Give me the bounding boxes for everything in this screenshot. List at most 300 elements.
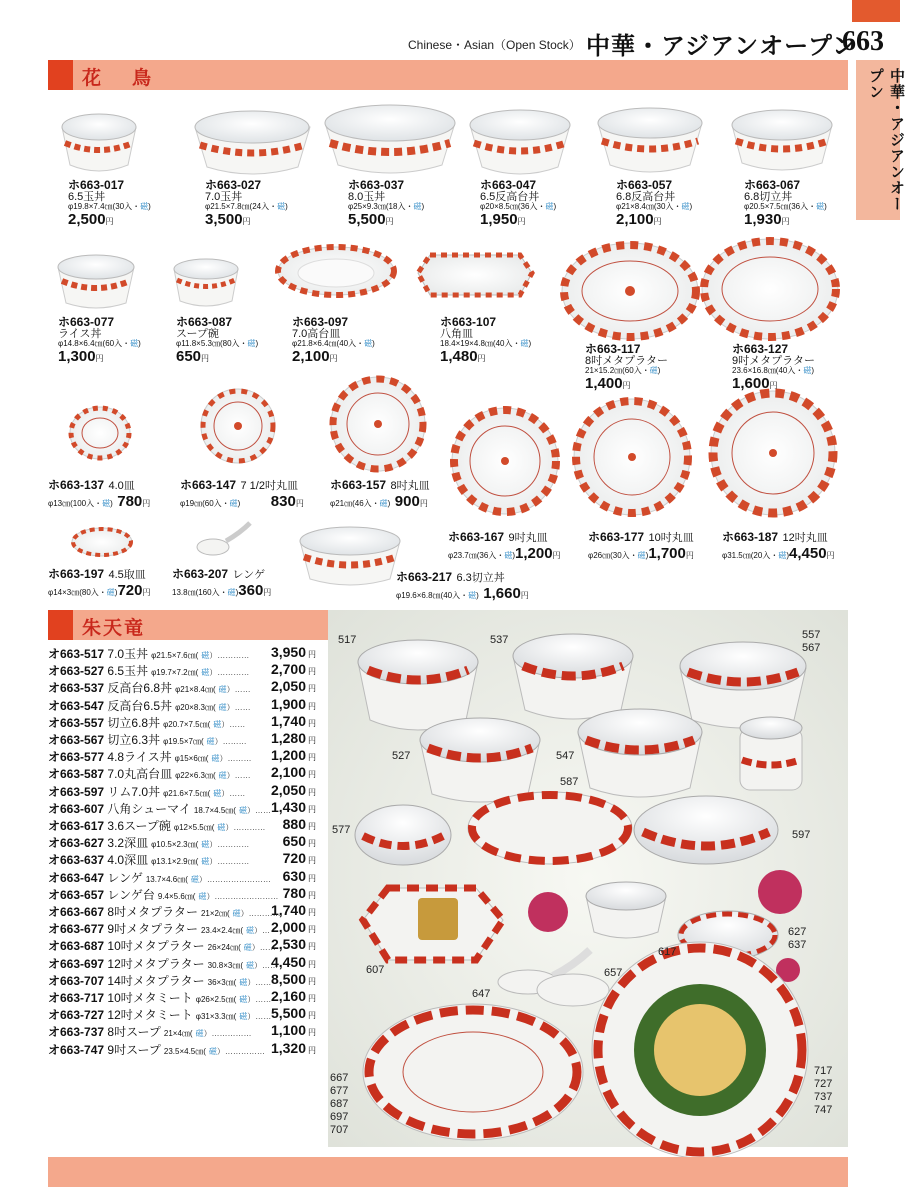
- dragon-item-row[interactable]: [48, 834, 318, 851]
- item-name: 12吋メタミート: [107, 1008, 193, 1023]
- product-code: ホ663-087: [176, 315, 233, 329]
- product-name: 6.3切立丼: [456, 572, 505, 584]
- price-value: 2,500: [68, 210, 106, 228]
- dragon-item-row[interactable]: [48, 989, 318, 1006]
- magnetic-label: 磁: [245, 926, 254, 936]
- yen-unit: 円: [308, 684, 316, 694]
- product-663-017[interactable]: [68, 179, 151, 227]
- magnetic-label: 磁: [195, 1029, 204, 1039]
- platter-663-127: [702, 239, 838, 339]
- magnetic-label: 磁: [649, 366, 658, 376]
- plate-663-107: [418, 255, 532, 295]
- item-name: 8吋スープ: [107, 1025, 161, 1040]
- price-value: 900: [394, 492, 420, 510]
- product-663-177[interactable]: [588, 529, 694, 563]
- magnetic-label: 磁: [198, 891, 207, 901]
- product-663-077[interactable]: [58, 316, 141, 364]
- item-price: 1,200: [270, 747, 306, 764]
- octagon-607: [363, 888, 503, 960]
- item-code: オ663-737: [48, 1025, 105, 1040]
- yen-unit: 円: [308, 890, 316, 900]
- yen-unit: 円: [308, 718, 316, 728]
- item-name: 切立6.8丼: [107, 715, 161, 730]
- leader-dots: ）……: [221, 719, 246, 729]
- item-price: 8,500: [270, 970, 306, 987]
- item-spec: φ21.5×7.6㎝(: [151, 651, 199, 660]
- item-price: 630: [282, 867, 306, 884]
- platter-667: [363, 1004, 583, 1140]
- photo-label-517: 517: [338, 634, 357, 646]
- magnetic-label: 磁: [545, 202, 554, 212]
- product-name: 4.0皿: [108, 480, 135, 492]
- product-name: スープ碗: [176, 327, 219, 340]
- product-price: [480, 212, 556, 228]
- spec-close: ): [528, 339, 532, 349]
- item-price: 2,700: [270, 661, 306, 678]
- product-663-187[interactable]: [722, 529, 835, 563]
- section-title-shutenryu: 朱天竜: [82, 617, 146, 639]
- dragon-item-row[interactable]: [48, 731, 318, 748]
- item-code: オ663-697: [48, 956, 105, 971]
- price-value: 1,400: [585, 374, 623, 392]
- photo-label-747: 747: [814, 1104, 833, 1116]
- spec-close: ): [255, 339, 259, 349]
- yen-unit: 円: [552, 550, 561, 560]
- item-code: オ663-527: [48, 664, 105, 679]
- yen-unit: 円: [308, 873, 316, 883]
- yen-unit: 円: [308, 822, 316, 831]
- product-663-127[interactable]: [732, 343, 815, 391]
- yen-unit: 円: [263, 587, 272, 597]
- product-code: ホ663-127: [732, 342, 789, 356]
- leader-dots: ）…………: [209, 857, 250, 867]
- item-code: オ663-647: [48, 870, 105, 885]
- photo-label-587: 587: [560, 776, 579, 788]
- item-price: 2,100: [270, 764, 306, 781]
- yen-unit: 円: [308, 804, 316, 814]
- item-price: 1,740: [270, 902, 306, 918]
- yen-unit: 円: [95, 353, 104, 363]
- item-price: 1,430: [270, 798, 306, 815]
- dragon-item-row[interactable]: [48, 1041, 318, 1058]
- product-price: [732, 376, 815, 392]
- dragon-item-row[interactable]: [48, 679, 318, 696]
- spec-text: 18.4×19×4.8㎝(40入・: [440, 339, 521, 349]
- yen-unit: 円: [308, 925, 316, 935]
- cup-567: [740, 717, 802, 790]
- magnetic-label: 磁: [247, 339, 256, 349]
- spec-text: φ13㎝(100入・: [48, 498, 103, 508]
- price-value: 650: [176, 347, 202, 365]
- photo-label-647: 647: [472, 988, 491, 1000]
- leader-dots: ）…………: [209, 668, 250, 678]
- item-name: 4.8ライス丼: [107, 750, 172, 765]
- item-code: オ663-657: [48, 887, 105, 902]
- item-price: 1,740: [270, 712, 306, 729]
- item-name: レンゲ台: [107, 887, 155, 902]
- item-spec: 9.4×5.6㎝(: [157, 891, 196, 901]
- yen-unit: 円: [385, 216, 394, 226]
- dragon-item-row[interactable]: [48, 817, 318, 834]
- photo-label-547: 547: [556, 750, 575, 762]
- yen-unit: 円: [329, 353, 338, 363]
- spec-text: φ19.8×7.4㎝(30入・: [68, 202, 141, 212]
- spec-close: ): [114, 587, 118, 597]
- magnetic-label: 磁: [217, 823, 226, 832]
- bowl-663-057: [598, 108, 702, 172]
- product-663-167[interactable]: [448, 529, 561, 563]
- item-code: オ663-547: [48, 698, 105, 713]
- item-code: オ663-557: [48, 715, 105, 730]
- product-663-047[interactable]: [480, 179, 556, 227]
- yen-unit: 円: [308, 1028, 316, 1038]
- bowl-597: [634, 796, 778, 864]
- item-code: オ663-627: [48, 836, 105, 851]
- item-price: 2,000: [270, 919, 306, 936]
- spoon-663-207: [197, 523, 250, 555]
- item-code: オ663-677: [48, 922, 105, 937]
- dragon-item-row[interactable]: [48, 765, 318, 782]
- magnetic-label: 磁: [413, 202, 422, 212]
- product-price: [68, 212, 151, 228]
- product-name: 7.0高台皿: [292, 327, 341, 340]
- photo-label-657: 657: [604, 967, 623, 979]
- photo-label-697: 697: [330, 1111, 349, 1123]
- dragon-item-row[interactable]: [48, 1006, 318, 1023]
- item-price: 1,900: [270, 695, 306, 712]
- spec-text: φ21.5×7.8㎝(24入・: [205, 202, 278, 212]
- dragon-item-row[interactable]: [48, 972, 318, 989]
- photo-label-637: 637: [788, 939, 807, 951]
- item-price: 4,450: [270, 953, 306, 970]
- item-spec: 23.5×4.5㎝(: [163, 1046, 206, 1056]
- yen-unit: 円: [419, 498, 428, 508]
- bowl-547: [578, 709, 702, 797]
- product-code: ホ663-197: [48, 567, 105, 581]
- item-spec: φ20.7×7.5㎝(: [163, 719, 211, 729]
- top-tab-marker: [852, 0, 900, 22]
- price-value: 830: [270, 492, 296, 510]
- plate-717: [592, 942, 808, 1158]
- item-name: 切立6.3丼: [107, 733, 161, 747]
- leader-dots: ）………: [214, 737, 247, 746]
- item-price: 780: [282, 884, 306, 901]
- leader-dots: ）……………: [203, 1029, 252, 1039]
- magnetic-label: 磁: [277, 202, 286, 212]
- spec-text: φ21.8×6.4㎝(40入・: [292, 339, 365, 349]
- yen-unit: 円: [308, 701, 316, 711]
- product-code: ホ663-177: [588, 530, 645, 544]
- dragon-item-row[interactable]: [48, 937, 318, 954]
- product-663-097[interactable]: [292, 316, 375, 364]
- dragon-item-row[interactable]: [48, 714, 318, 731]
- product-663-207[interactable]: [172, 566, 271, 600]
- spec-close: ): [235, 587, 239, 597]
- leader-dots: ）……: [251, 943, 276, 953]
- spec-text: φ31.5㎝(20入・: [722, 550, 779, 560]
- spec-text: φ11.8×5.3㎝(80入・: [176, 339, 248, 349]
- magnetic-label: 磁: [468, 590, 477, 600]
- item-spec: φ26×2.5㎝(: [195, 995, 237, 1004]
- product-name: 4.5取皿: [108, 569, 146, 581]
- yen-unit: 円: [685, 550, 694, 560]
- magnetic-label: 磁: [238, 805, 247, 815]
- leader-dots: ）…………: [240, 909, 281, 918]
- item-spec: 30.8×3㎝(: [207, 960, 243, 970]
- item-code: オ663-637: [48, 853, 105, 868]
- spoon-rest-657: [537, 974, 609, 1006]
- product-code: ホ663-047: [480, 178, 537, 192]
- item-code: オ663-587: [48, 767, 105, 782]
- dragon-item-row[interactable]: [48, 783, 318, 800]
- yen-unit: 円: [622, 380, 631, 390]
- product-663-057[interactable]: [616, 179, 692, 227]
- photo-label-717: 717: [814, 1065, 833, 1077]
- item-name: 反高台6.5丼: [107, 698, 173, 713]
- section-bar-shutenryu: [48, 610, 328, 640]
- yen-unit: 円: [520, 590, 529, 600]
- yen-unit: 円: [201, 353, 210, 363]
- magnetic-label: 磁: [232, 909, 241, 918]
- dragon-item-row[interactable]: [48, 920, 318, 937]
- photo-label-677: 677: [330, 1085, 349, 1097]
- magnetic-label: 磁: [201, 651, 210, 660]
- yen-unit: 円: [308, 787, 316, 797]
- price-value: 1,700: [648, 544, 686, 562]
- item-price: 880: [282, 816, 306, 832]
- spec-close: ): [138, 339, 141, 349]
- yen-unit: 円: [308, 736, 316, 745]
- leader-dots: ）……: [247, 995, 272, 1004]
- product-663-137[interactable]: [48, 477, 150, 511]
- yen-unit: 円: [308, 959, 316, 969]
- product-price: [176, 349, 258, 365]
- item-name: 10吋メタミート: [107, 991, 193, 1005]
- product-663-117[interactable]: [585, 343, 668, 391]
- product-name: 9吋丸皿: [508, 532, 548, 544]
- magnetic-label: 磁: [364, 339, 373, 349]
- spec-close: ): [110, 498, 113, 508]
- spec-text: φ21×8.4㎝(30入・: [616, 202, 682, 212]
- product-price: [348, 212, 424, 228]
- item-spec: φ20×8.3㎝(: [175, 702, 216, 712]
- photo-label-687: 687: [330, 1098, 349, 1110]
- spec-text: φ21㎝(46入・: [330, 498, 380, 508]
- spec-text: φ19.6×6.8㎝(40入・: [396, 590, 469, 600]
- dragon-item-row[interactable]: [48, 800, 318, 817]
- item-code: オ663-727: [48, 1008, 105, 1023]
- spec-text: φ25×9.3㎝(18入・: [348, 202, 414, 212]
- item-price: 2,530: [270, 936, 306, 953]
- magnetic-label: 磁: [190, 874, 199, 884]
- item-spec: 13.7×4.6㎝(: [145, 874, 188, 884]
- yen-unit: 円: [653, 216, 662, 226]
- magnetic-label: 磁: [803, 366, 812, 376]
- plate-663-167: [452, 408, 558, 514]
- bowl-663-217: [300, 527, 400, 585]
- product-name: 9吋メタプラター: [732, 354, 816, 367]
- item-name: 八角シューマイ: [107, 801, 191, 816]
- yen-unit: 円: [142, 498, 151, 508]
- spec-text: 21×15.2㎝(60入・: [585, 366, 650, 376]
- product-price: [58, 349, 141, 365]
- item-spec: φ19.7×7.2㎝(: [151, 668, 199, 678]
- magnetic-label: 磁: [218, 771, 227, 781]
- product-price: [292, 349, 375, 365]
- product-name: 6.8反高台丼: [616, 190, 676, 203]
- product-code: ホ663-187: [722, 530, 779, 544]
- product-663-197[interactable]: [48, 566, 150, 600]
- magnetic-label: 磁: [213, 788, 222, 798]
- spec-close: ): [786, 550, 789, 560]
- price-value: 2,100: [292, 347, 330, 365]
- yen-unit: 円: [781, 216, 790, 226]
- header-title: 中華・アジアンオープン: [586, 32, 857, 60]
- product-name: 8.0玉丼: [348, 190, 386, 203]
- dragon-item-row[interactable]: [48, 645, 318, 662]
- bowl-527: [420, 718, 540, 802]
- product-663-037[interactable]: [348, 179, 424, 227]
- item-price: 2,160: [270, 988, 306, 1004]
- product-name: 12吋丸皿: [782, 532, 828, 544]
- spec-text: φ14.8×6.4㎝(60入・: [58, 339, 131, 349]
- item-code: オ663-517: [48, 647, 105, 661]
- plate-663-197: [72, 528, 132, 556]
- leader-dots: ）……………: [216, 1046, 265, 1056]
- product-name: 8吋メタプラター: [585, 354, 669, 367]
- price-value: 5,500: [348, 210, 386, 228]
- product-price: [616, 212, 692, 228]
- photo-label-527: 527: [392, 750, 411, 762]
- item-price: 1,320: [270, 1039, 306, 1056]
- product-663-157[interactable]: [330, 477, 430, 511]
- dragon-item-row[interactable]: [48, 903, 318, 920]
- magnetic-label: 磁: [102, 498, 111, 508]
- price-value: 780: [117, 492, 143, 510]
- magnetic-label: 磁: [681, 202, 690, 212]
- leader-dots: ）…………: [209, 651, 250, 660]
- dragon-item-row[interactable]: [48, 955, 318, 972]
- product-663-087[interactable]: [176, 316, 258, 364]
- price-value: 720: [117, 581, 143, 599]
- plate-587: [468, 792, 632, 864]
- leader-dots: ）……: [226, 702, 251, 712]
- leader-dots: ）……: [246, 805, 271, 815]
- item-spec: 36×3㎝(: [207, 977, 237, 987]
- product-photo: [328, 610, 848, 1147]
- item-name: 7.0丸高台皿: [107, 767, 173, 782]
- item-code: オ663-597: [48, 784, 105, 799]
- item-spec: φ21×8.4㎝(: [175, 685, 216, 695]
- magnetic-label: 磁: [140, 202, 149, 212]
- magnetic-label: 磁: [213, 719, 222, 729]
- price-value: 4,450: [789, 544, 827, 562]
- item-spec: φ13.1×2.9㎝(: [151, 857, 199, 867]
- dragon-item-row[interactable]: [48, 851, 318, 868]
- spec-close: ): [372, 339, 375, 349]
- leader-dots: ）…………: [225, 823, 266, 832]
- bowl-537: [513, 634, 633, 719]
- price-value: 360: [238, 581, 264, 599]
- photo-label-667: 667: [330, 1072, 349, 1084]
- photo-label-577: 577: [332, 824, 351, 836]
- item-code: オ663-667: [48, 905, 105, 919]
- product-name: 6.5玉丼: [68, 190, 106, 203]
- bowl-663-017: [62, 114, 136, 171]
- item-name: 8吋メタプラター: [107, 905, 198, 919]
- product-code: ホ663-077: [58, 315, 115, 329]
- product-code: ホ663-167: [448, 530, 505, 544]
- yen-unit: 円: [142, 587, 151, 597]
- page-header: [0, 0, 900, 60]
- photo-label-727: 727: [814, 1078, 833, 1090]
- photo-label-617: 617: [658, 946, 677, 958]
- yen-unit: 円: [242, 216, 251, 226]
- product-name: ライス丼: [58, 327, 102, 340]
- magnetic-label: 磁: [816, 202, 825, 212]
- spec-text: φ20×8.5㎝(36入・: [480, 202, 546, 212]
- dragon-item-row[interactable]: [48, 748, 318, 765]
- leader-dots: ）………: [219, 754, 252, 764]
- magnetic-label: 磁: [201, 857, 210, 867]
- product-name: 八角皿: [440, 327, 473, 340]
- product-code: ホ663-097: [292, 315, 349, 329]
- product-price: [440, 349, 531, 365]
- dragon-item-row[interactable]: [48, 662, 318, 679]
- yen-unit: 円: [308, 839, 316, 849]
- magnetic-label: 磁: [218, 685, 227, 695]
- product-663-027[interactable]: [205, 179, 288, 227]
- photo-label-567: 567: [802, 642, 821, 654]
- item-name: 14吋メタプラター: [107, 973, 205, 988]
- product-663-107[interactable]: [440, 316, 531, 364]
- dragon-item-row[interactable]: [48, 886, 318, 903]
- item-price: 720: [282, 850, 306, 867]
- dragon-item-row[interactable]: [48, 1023, 318, 1040]
- magnetic-label: 磁: [239, 977, 248, 987]
- item-price: 650: [282, 833, 306, 850]
- price-value: 1,480: [440, 347, 478, 365]
- dragon-item-row[interactable]: [48, 869, 318, 886]
- spec-close: ): [421, 202, 425, 212]
- leader-dots: ）……: [226, 771, 251, 781]
- product-code: ホ663-147: [180, 478, 237, 492]
- product-663-067[interactable]: [744, 179, 827, 227]
- yen-unit: 円: [308, 1045, 316, 1055]
- dragon-item-row[interactable]: [48, 697, 318, 714]
- leader-dots: ）……: [221, 788, 246, 798]
- product-code: ホ663-037: [348, 178, 405, 192]
- item-code: オ663-617: [48, 819, 105, 833]
- plate-663-157: [331, 377, 425, 471]
- product-name: 7.0玉丼: [205, 190, 243, 203]
- magnetic-label: 磁: [520, 339, 529, 349]
- plate-663-147: [201, 389, 275, 463]
- magnetic-label: 磁: [227, 587, 236, 597]
- item-spec: φ12×5.5㎝(: [173, 823, 215, 832]
- price-value: 1,600: [732, 374, 770, 392]
- photo-label-537: 537: [490, 634, 509, 646]
- leader-dots: ）…………: [209, 840, 250, 850]
- magnetic-label: 磁: [239, 995, 248, 1004]
- item-price: 1,100: [270, 1022, 306, 1039]
- side-category-tab[interactable]: [856, 60, 906, 220]
- spec-close: ): [657, 366, 661, 376]
- product-663-147[interactable]: [180, 477, 304, 511]
- item-spec: φ21.6×7.5㎝(: [163, 788, 211, 798]
- product-663-217[interactable]: [396, 569, 529, 603]
- bowl-663-047: [470, 110, 570, 174]
